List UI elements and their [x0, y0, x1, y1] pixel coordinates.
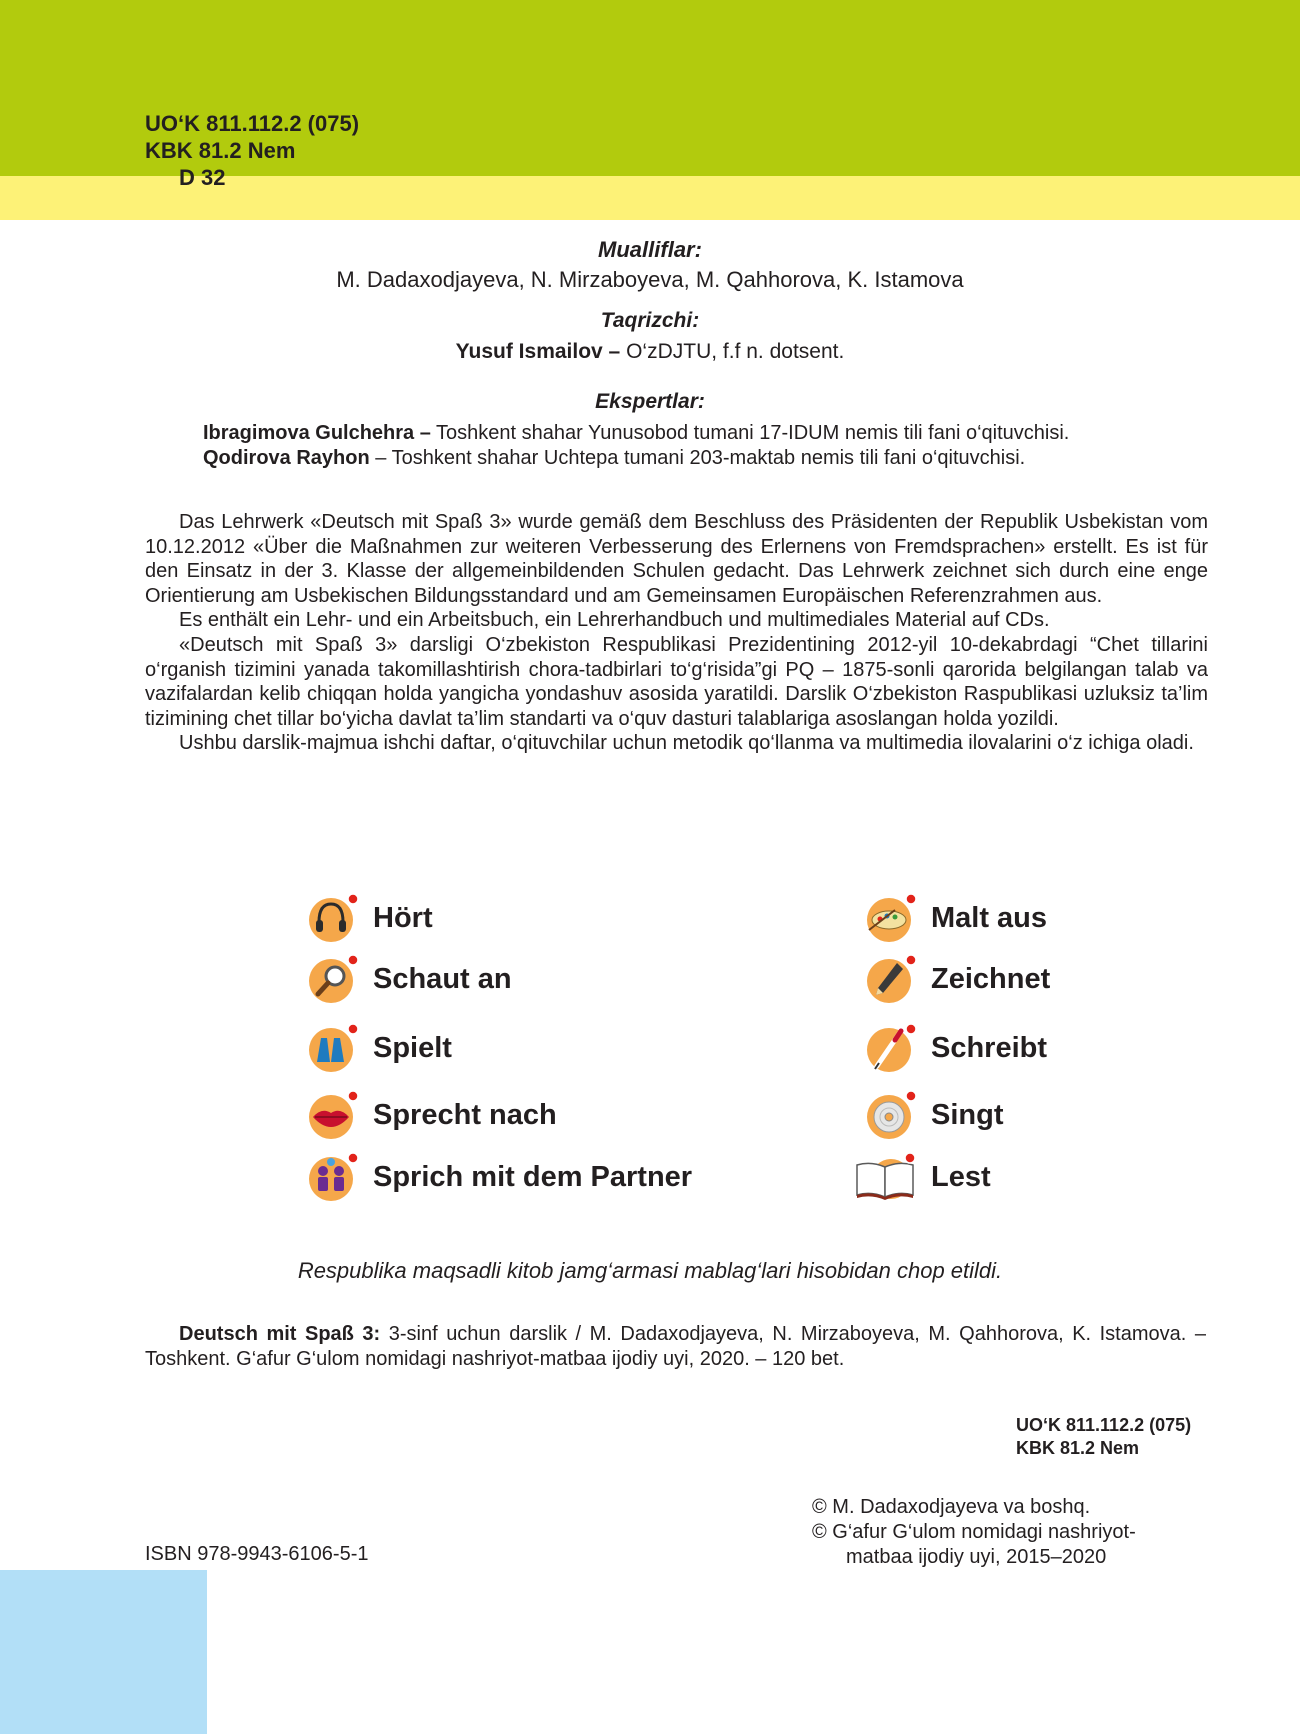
legend-item-hort — [307, 892, 433, 944]
partners-icon — [307, 1151, 359, 1203]
bibliography-title: Deutsch mit Spaß 3: — [179, 1323, 381, 1345]
legend-label: Schaut an — [373, 962, 512, 995]
bibliographic-record — [145, 1322, 1206, 1372]
corner-blue-block — [0, 1570, 207, 1734]
description-text — [145, 510, 1208, 756]
lips-icon — [307, 1089, 359, 1141]
legend-item-lest — [853, 1151, 991, 1203]
authors-title: Mualliflar: — [598, 237, 702, 262]
footer-udk-code: UO‘K 811.112.2 (075) — [1016, 1415, 1192, 1435]
authors-list: M. Dadaxodjayeva, N. Mirzaboyeva, M. Qahhorova, K. Istamova — [336, 267, 964, 292]
pencil-icon — [865, 953, 917, 1005]
legend-label: Lest — [931, 1160, 991, 1193]
copyright-block — [812, 1495, 1136, 1570]
description-paragraph: Ushbu darslik-majmua ishchi daftar, o‘qituvchilar uchun metodik qo‘llanma va multimedia ilovalarini o‘z ichiga oladi. — [179, 732, 1194, 755]
cd-icon — [865, 1089, 917, 1141]
magnifier-icon — [307, 953, 359, 1005]
reviewer-title: Taqrizchi: — [600, 309, 700, 332]
copyright-publisher: © G‘afur G‘ulom nomidagi nashriyot- — [812, 1521, 1136, 1543]
bibliography-text: 3-sinf uchun darslik / M. Dadaxodjayeva, N. Mirzaboyeva, M. Qahhorova, K. Istamova. – Toshkent. G‘afur G‘ulom nomidagi nashriyot-matbaa ijodiy uyi, 2020. – 120 bet. — [145, 1323, 1206, 1370]
legend-item-spielt — [307, 1022, 452, 1074]
open-book-icon — [853, 1151, 917, 1203]
description-paragraph: Das Lehrwerk «Deutsch mit Spaß 3» wurde gemäß dem Beschluss des Präsidenten der Republik Usbekistan vom 10.12.2012 «Über die Maßnahmen zur weiteren Verbesserung des Erlernens von Fremdsprachen» erstellt. Es ist für den Einsatz in der 3. Klasse der allgemeinbildenden Schulen gedacht. Das Lehrwerk zeichnet sich durch eine enge Orientierung am Usbekischen Bildungsstandard und am Gemeinsamen Europäischen Referenzrahmen aus. — [145, 511, 1208, 607]
legend-item-schaut-an — [307, 953, 512, 1005]
flippers-icon — [307, 1022, 359, 1074]
expert-info: Toshkent shahar Yunusobod tumani 17-IDUM nemis tili fani o‘qituvchisi. — [430, 422, 1070, 444]
copyright-publisher-cont: matbaa ijodiy uyi, 2015–2020 — [846, 1546, 1107, 1568]
pen-icon — [865, 1022, 917, 1074]
legend-item-sprecht-nach — [307, 1089, 557, 1141]
expert-item — [203, 421, 1069, 446]
legend-label: Spielt — [373, 1031, 452, 1064]
legend-label: Hört — [373, 901, 433, 934]
legend-label: Malt aus — [931, 901, 1048, 934]
copyright-authors: © M. Dadaxodjayeva va boshq. — [812, 1496, 1091, 1518]
funding-note: Respublika maqsadli kitob jamg‘armasi mablag‘lari hisobidan chop etildi. — [297, 1258, 1003, 1283]
bbk-code: KBK 81.2 Nem — [145, 138, 296, 163]
classification-codes — [145, 110, 359, 191]
legend-item-singt — [865, 1089, 1004, 1141]
legend-label: Zeichnet — [931, 962, 1051, 995]
expert-name: Ibragimova Gulchehra – — [203, 422, 431, 444]
reviewer-line — [0, 340, 1300, 364]
legend-item-schreibt — [865, 1022, 1047, 1074]
headphones-icon — [307, 892, 359, 944]
footer-classification-codes — [1016, 1414, 1191, 1460]
reviewer-info: O‘zDJTU, f.f n. dotsent. — [620, 340, 845, 363]
legend-label: Sprich mit dem Partner — [373, 1160, 693, 1193]
experts-title: Ekspertlar: — [595, 390, 705, 413]
isbn: ISBN 978-9943-6106-5-1 — [145, 1543, 369, 1565]
author-mark: D 32 — [179, 165, 226, 190]
expert-name: Qodirova Rayhon — [203, 447, 370, 469]
legend-item-zeichnet — [865, 953, 1050, 1005]
legend-item-sprich-mit-dem-partner — [307, 1151, 692, 1203]
udk-code: UO‘K 811.112.2 (075) — [145, 111, 360, 136]
legend-label: Singt — [931, 1098, 1004, 1131]
legend-label: Schreibt — [931, 1031, 1048, 1064]
reviewer-name: Yusuf Ismailov – — [455, 340, 621, 363]
paint-palette-icon — [865, 892, 917, 944]
experts-list — [203, 421, 1069, 471]
expert-item — [203, 446, 1069, 471]
expert-info: – Toshkent shahar Uchtepa tumani 203-maktab nemis tili fani o‘qituvchisi. — [369, 447, 1026, 469]
legend-item-malt-aus — [865, 892, 1047, 944]
footer-bbk-code: KBK 81.2 Nem — [1016, 1438, 1140, 1458]
legend-label: Sprecht nach — [373, 1098, 557, 1131]
description-paragraph: «Deutsch mit Spaß 3» darsligi O‘zbekiston Respublikasi Prezidentining 2012-yil 10-dekabrdagi “Chet tillarini o‘rganish tizimini yanada takomillashtirish chora-tadbirlari to‘g‘risida”gi PQ – 1875-sonli qarorida belgilangan talab va vazifalardan kelib chiqqan holda yangicha yondashuv asosida yaratildi. Darslik O‘zbekiston Raspublikasi uzluksiz ta’lim tizimining chet tillar bo‘yicha davlat ta’lim standarti va o‘quv dasturi talablariga asoslangan holda yozildi. — [145, 633, 1208, 730]
description-paragraph: Es enthält ein Lehr- und ein Arbeitsbuch, ein Lehrerhandbuch und multimediales Material auf CDs. — [179, 609, 1050, 632]
